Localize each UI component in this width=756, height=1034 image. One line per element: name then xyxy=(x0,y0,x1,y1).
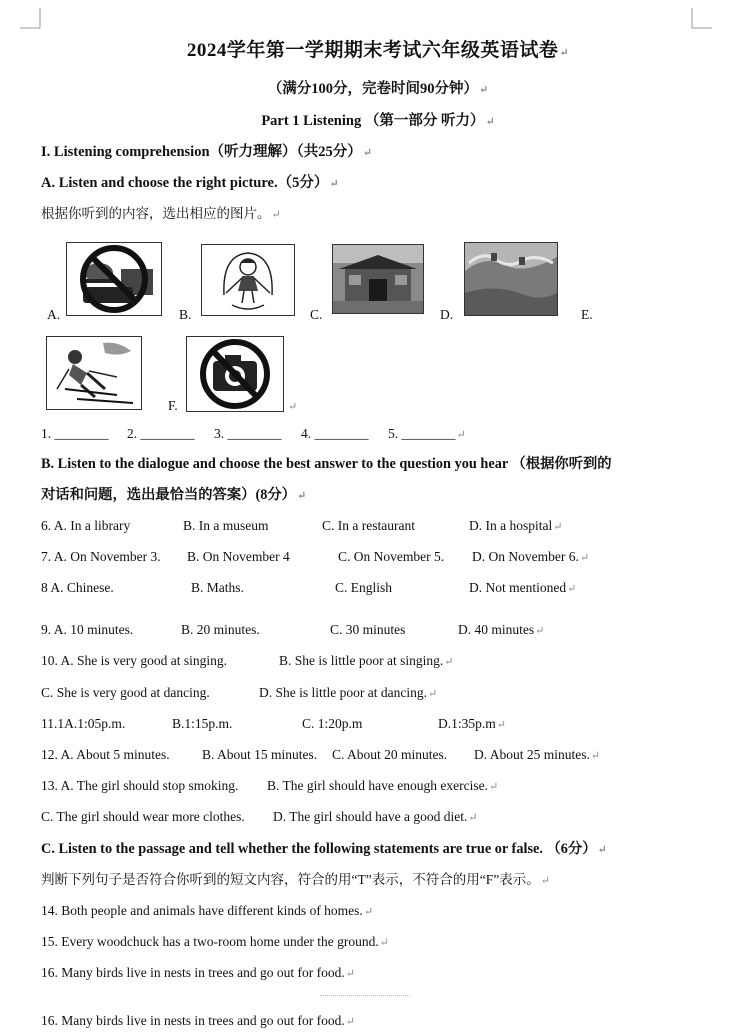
statement-16: 16. Many birds live in nests in trees and go out for food.↵ xyxy=(41,965,355,980)
q7-option-b: B. On November 4 xyxy=(187,549,290,564)
part1-heading: Part 1 Listening （第一部分 听力）↵ xyxy=(261,113,495,129)
q6-option-d: D. In a hospital↵ xyxy=(469,518,563,533)
exam-subtitle: （满分100分，完卷时间90分钟）↵ xyxy=(267,81,489,97)
q11-option-d: D.1:35p.m↵ xyxy=(438,716,506,731)
picture-no-camera xyxy=(186,336,284,412)
section-A-heading: A. Listen and choose the right picture.（5分）↵ xyxy=(41,175,339,191)
picture-great-wall xyxy=(464,242,558,316)
q12-option-a: 12. A. About 5 minutes. xyxy=(41,747,170,762)
section-C-heading: C. Listen to the passage and tell whether the following statements are true or false. （6分）↵ xyxy=(41,841,607,857)
exam-title: 2024学年第一学期期末考试六年级英语试卷↵ xyxy=(186,40,570,61)
q10-option-a: 10. A. She is very good at singing. xyxy=(41,653,227,668)
answer-blank-2[interactable]: 2. ________ xyxy=(127,426,195,441)
q8-option-c: C. English xyxy=(335,580,393,595)
q8-option-d: D. Not mentioned↵ xyxy=(469,580,577,595)
q7-option-c: C. On November 5. xyxy=(338,549,445,564)
picture-label-a: A. xyxy=(47,307,61,322)
picture-no-fast-food xyxy=(66,242,162,316)
picture-label-c: C. xyxy=(310,307,323,322)
section-I-heading: I. Listening comprehension（听力理解）（共25分）↵ xyxy=(41,144,372,160)
q11-option-b: B.1:15p.m. xyxy=(172,716,233,731)
q13-option-d: D. The girl should have a good diet.↵ xyxy=(273,809,478,824)
statement-16-repeat: 16. Many birds live in nests in trees and go out for food.↵ xyxy=(41,1013,355,1028)
picture-label-d: D. xyxy=(440,307,454,322)
q10-option-c: C. She is very good at dancing. xyxy=(41,685,210,700)
q12-option-c: C. About 20 minutes. xyxy=(332,747,448,762)
section-B-heading: B. Listen to the dialogue and choose the best answer to the question you hear （根据你听到的 xyxy=(41,456,612,472)
q6-option-a: 6. A. In a library xyxy=(41,518,131,533)
no-camera-icon xyxy=(187,337,283,411)
answer-blank-5[interactable]: 5. ________↵ xyxy=(388,426,466,441)
q13-option-c: C. The girl should wear more clothes. xyxy=(41,809,245,824)
paragraph-mark: ↵ xyxy=(288,401,298,413)
section-B-heading-cont: 对话和问题，选出最恰当的答案）(8分）↵ xyxy=(41,487,307,503)
q7-option-a: 7. A. On November 3. xyxy=(41,549,161,564)
picture-ancient-building xyxy=(332,244,424,314)
q11-option-a: 11.1A.1:05p.m. xyxy=(41,716,126,731)
crop-mark-top-right xyxy=(690,8,712,30)
q13-option-a: 13. A. The girl should stop smoking. xyxy=(41,778,239,793)
picture-label-e: E. xyxy=(581,307,593,322)
building-icon xyxy=(333,245,423,313)
q8-option-b: B. Maths. xyxy=(191,580,244,595)
statement-15: 15. Every woodchuck has a two-room home under the ground.↵ xyxy=(41,934,390,949)
q12-option-b: B. About 15 minutes. xyxy=(202,747,318,762)
section-C-instruction: 判断下列句子是否符合你听到的短文内容，符合的用“T”表示，不符合的用“F”表示。↵ xyxy=(41,872,550,887)
q13-option-b: B. The girl should have enough exercise.↵ xyxy=(267,778,499,793)
q9-option-b: B. 20 minutes. xyxy=(181,622,260,637)
picture-label-f: F. xyxy=(168,398,178,413)
q6-option-c: C. In a restaurant xyxy=(322,518,415,533)
page-footer-divider xyxy=(320,995,410,998)
picture-label-b: B. xyxy=(179,307,192,322)
great-wall-icon xyxy=(465,243,557,315)
q12-option-d: D. About 25 minutes.↵ xyxy=(474,747,601,762)
picture-girl-jump-rope xyxy=(201,244,295,316)
picture-skiing xyxy=(46,336,142,410)
q8-option-a: 8 A. Chinese. xyxy=(41,580,114,595)
q9-option-c: C. 30 minutes xyxy=(330,622,406,637)
q11-option-c: C. 1:20p.m xyxy=(302,716,363,731)
answer-blank-4[interactable]: 4. ________ xyxy=(301,426,369,441)
skier-icon xyxy=(47,337,141,409)
answer-blank-1[interactable]: 1. ________ xyxy=(41,426,109,441)
q10-option-b: B. She is little poor at singing.↵ xyxy=(279,653,454,668)
q9-option-d: D. 40 minutes↵ xyxy=(458,622,545,637)
no-food-icon xyxy=(67,243,161,315)
jump-rope-icon xyxy=(202,245,294,315)
q9-option-a: 9. A. 10 minutes. xyxy=(41,622,134,637)
q6-option-b: B. In a museum xyxy=(183,518,269,533)
section-A-instruction: 根据你听到的内容，选出相应的图片。↵ xyxy=(41,206,281,221)
crop-mark-top-left xyxy=(20,8,42,30)
q10-option-d: D. She is little poor at dancing.↵ xyxy=(259,685,438,700)
answer-blank-3[interactable]: 3. ________ xyxy=(214,426,282,441)
q7-option-d: D. On November 6.↵ xyxy=(472,549,590,564)
statement-14: 14. Both people and animals have different kinds of homes.↵ xyxy=(41,903,374,918)
